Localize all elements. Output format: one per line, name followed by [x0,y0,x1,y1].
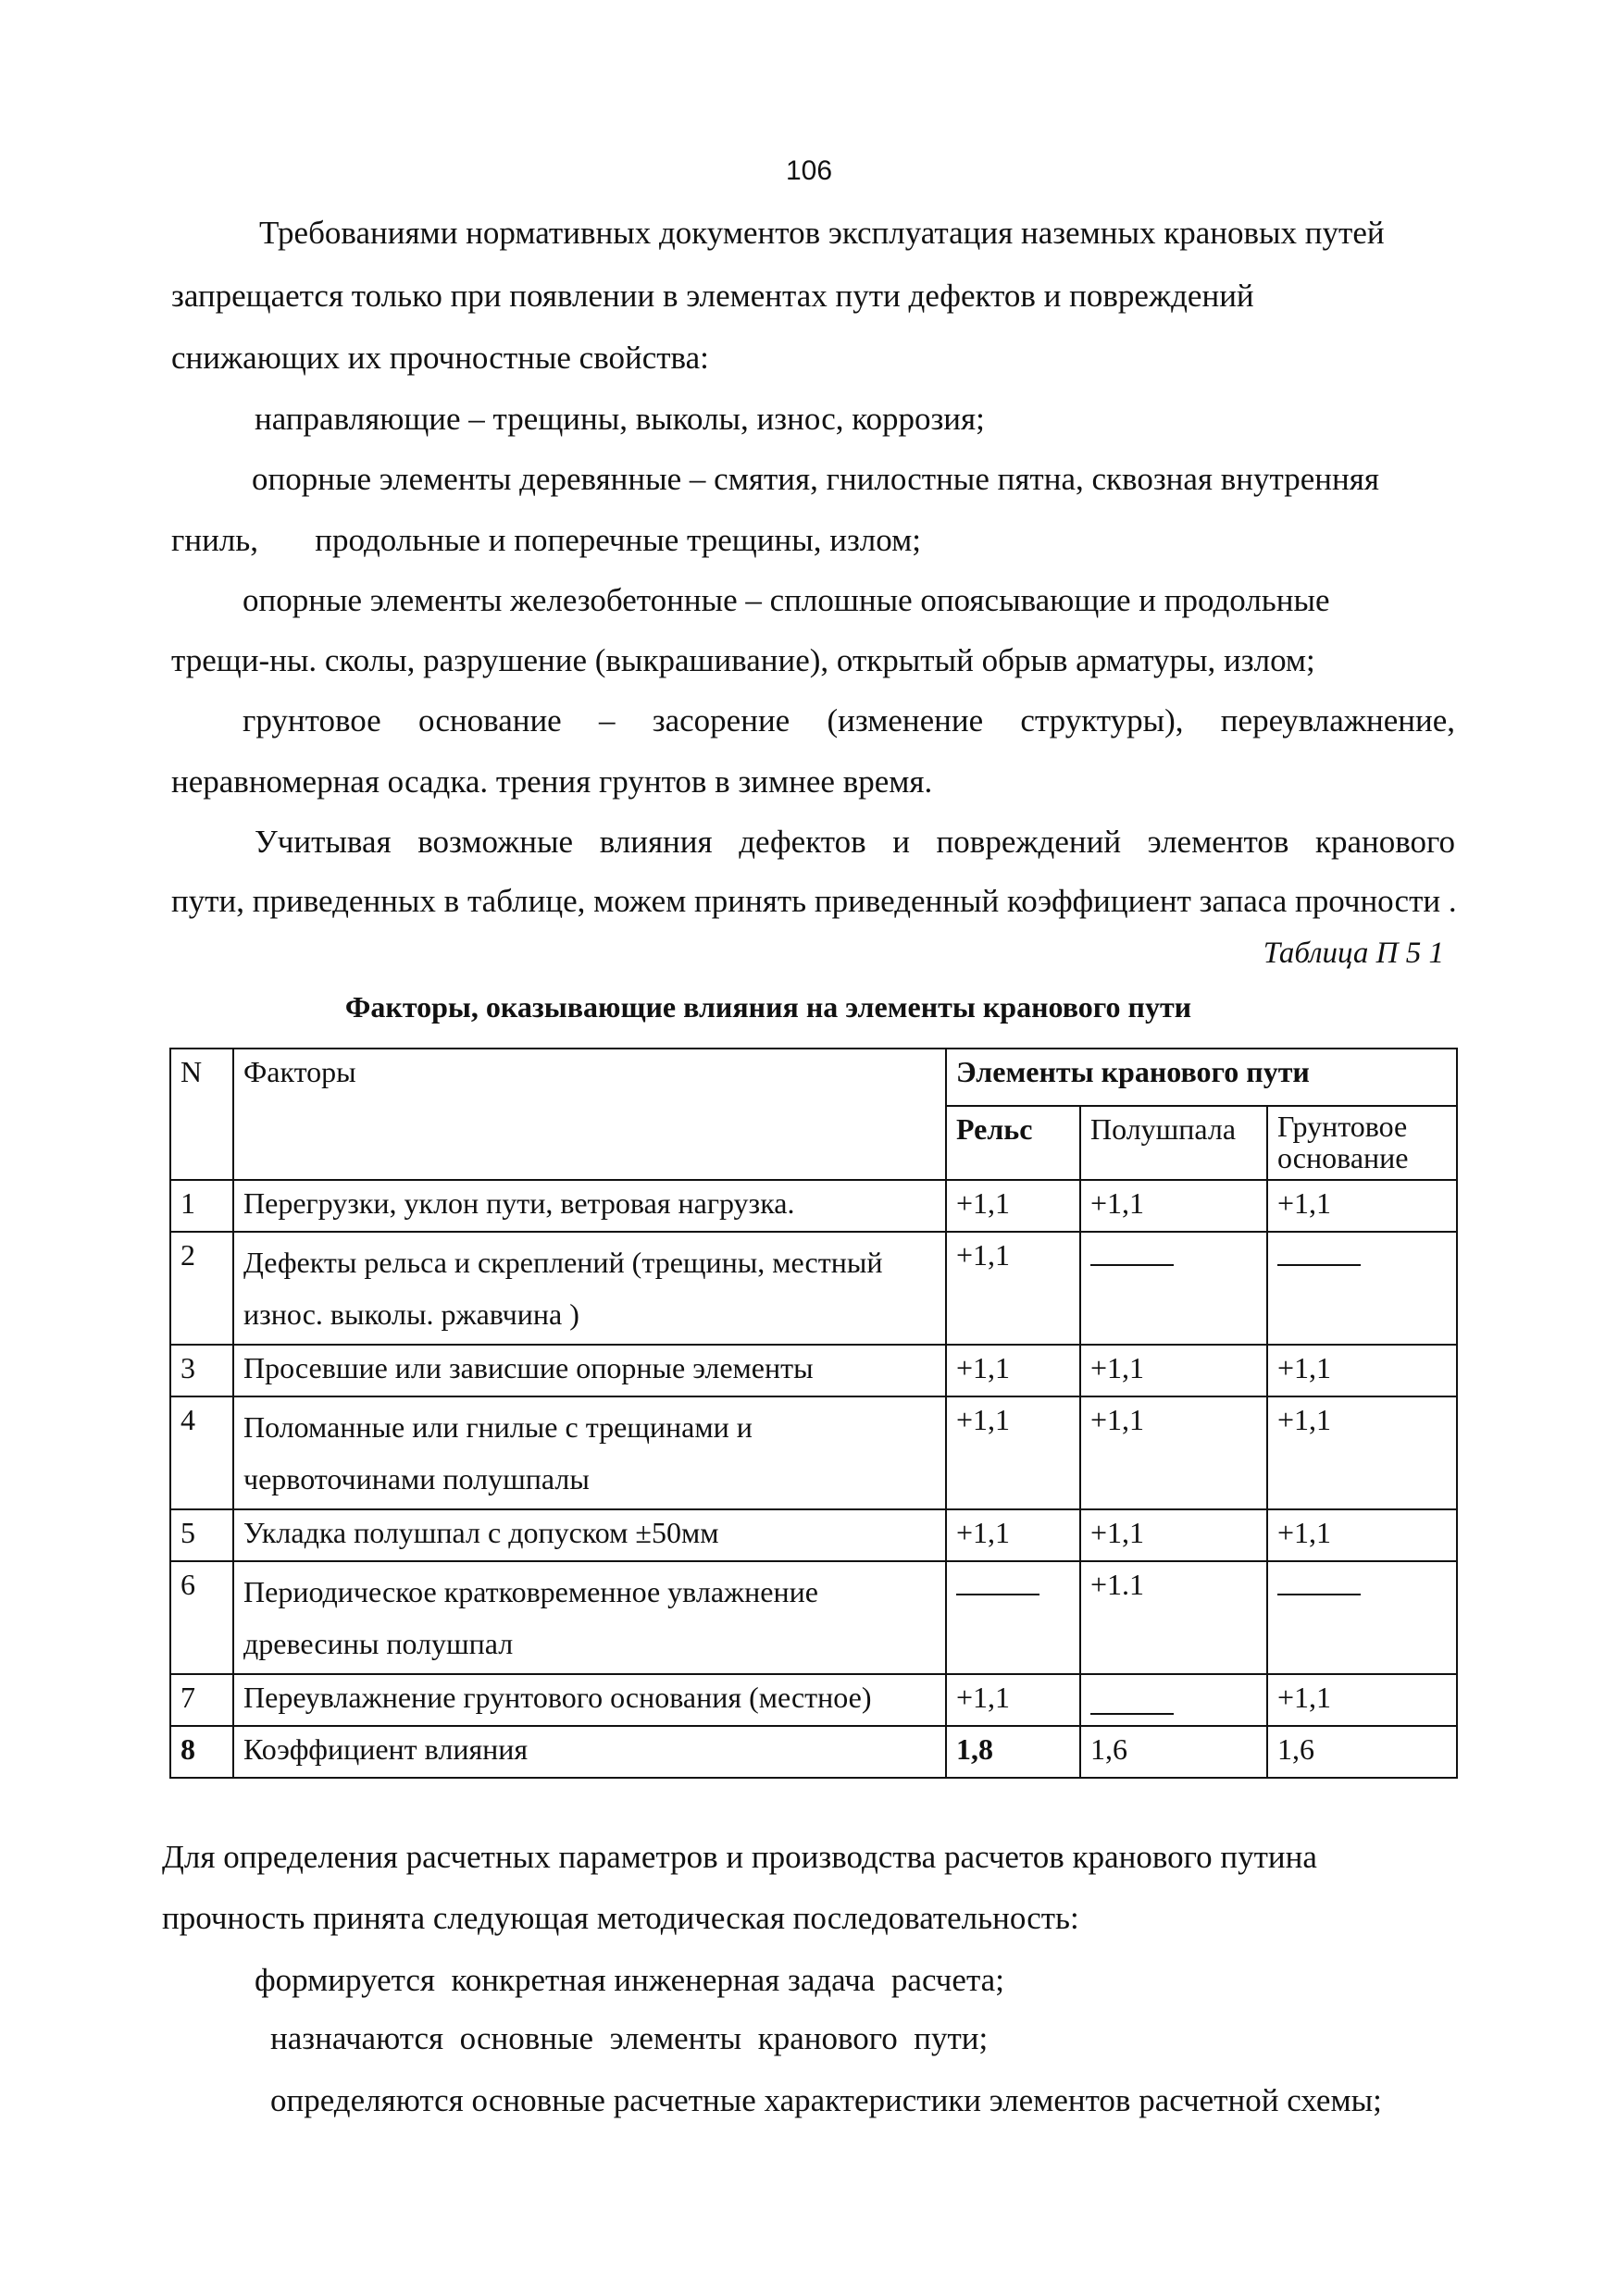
paragraph-conclusion-line-1: Учитывая возможные влияния дефектов и повреждений элементов кранового [255,824,1455,860]
row-factor [233,1561,946,1674]
ground-coefficient: +1,1 [1267,1509,1457,1561]
table-row [170,1180,1457,1232]
row-number: 6 [170,1561,233,1674]
row-factor-line-1: Поломанные или гнилые с трещинами и [243,1410,753,1444]
table-row [170,1232,1457,1345]
rail-coefficient: +1,1 [946,1509,1080,1561]
header-ground-base [1267,1106,1457,1180]
header-half-sleeper: Полушпала [1080,1106,1267,1180]
header-factors: Факторы [233,1049,946,1180]
ground-coefficient: 1,6 [1267,1726,1457,1778]
paragraph-wooden-line-1: опорные элементы деревянные – смятия, гнилостные пятна, сквозная внутренняя [252,461,1379,497]
rail-coefficient: +1,1 [946,1232,1080,1345]
half-sleeper-coefficient: +1,1 [1080,1180,1267,1232]
row-factor-line-2: червоточинами полушпалы [243,1462,590,1496]
paragraph-concrete-line-1: опорные элементы железобетонные – сплошные опоясывающие и продольные [243,582,1330,618]
header-ground-base-line-2: основание [1277,1141,1409,1174]
ground-coefficient: +1,1 [1267,1180,1457,1232]
table-row [170,1726,1457,1778]
row-factor: Переувлажнение грунтового основания (местное) [233,1674,946,1726]
dash-mark [1090,1713,1174,1715]
table-caption: Таблица П 5 1 [1263,937,1444,970]
half-sleeper-coefficient: +1,1 [1080,1345,1267,1396]
paragraph-ground-line-1: грунтовое основание – засорение (изменение структуры), переувлажнение, [243,702,1455,738]
rail-coefficient: +1,1 [946,1345,1080,1396]
rail-coefficient: 1,8 [946,1726,1080,1778]
row-factor: Перегрузки, уклон пути, ветровая нагрузка. [233,1180,946,1232]
row-factor: Коэффициент влияния [233,1726,946,1778]
dash-mark [1277,1264,1361,1266]
row-factor-line-1: Дефекты рельса и скреплений (трещины, местный [243,1246,883,1279]
half-sleeper-coefficient: +1.1 [1080,1561,1267,1674]
paragraph-guides: направляющие – трещины, выколы, износ, коррозия; [255,401,985,437]
paragraph-ground-line-2: неравномерная осадка. трения грунтов в зимнее время. [171,763,933,800]
method-step-1: формируется конкретная инженерная задача расчета; [255,1962,1004,1998]
header-n: N [170,1049,233,1180]
half-sleeper-coefficient [1080,1232,1267,1345]
row-number: 8 [170,1726,233,1778]
method-paragraph-line-1: Для определения расчетных параметров и производства расчетов кранового путина [162,1839,1317,1875]
row-factor-line-2: износ. выколы. ржавчина ) [243,1297,579,1331]
method-step-3: определяются основные расчетные характеристики элементов расчетной схемы; [270,2082,1382,2118]
half-sleeper-coefficient: 1,6 [1080,1726,1267,1778]
paragraph-wooden-line-2: гниль, продольные и поперечные трещины, излом; [171,522,921,558]
paragraph-1-line-2: запрещается только при появлении в элементах пути дефектов и повреждений [171,278,1254,314]
header-ground-base-line-1: Грунтовое [1277,1110,1408,1143]
method-paragraph-line-2: прочность принята следующая методическая последовательность: [162,1900,1079,1936]
row-number: 1 [170,1180,233,1232]
half-sleeper-coefficient [1080,1674,1267,1726]
row-factor: Просевшие или зависшие опорные элементы [233,1345,946,1396]
paragraph-conclusion-line-2: пути, приведенных в таблице, можем принять приведенный коэффициент запаса прочности . [171,883,1457,919]
half-sleeper-coefficient: +1,1 [1080,1396,1267,1509]
factors-table [169,1048,1458,1779]
ground-coefficient: +1,1 [1267,1396,1457,1509]
dash-mark [956,1594,1039,1595]
row-factor: Укладка полушпал с допуском ±50мм [233,1509,946,1561]
method-step-2: назначаются основные элементы кранового пути; [270,2020,989,2056]
table-row [170,1396,1457,1509]
table-row [170,1561,1457,1674]
table-title: Факторы, оказывающие влияния на элементы кранового пути [344,990,1192,1024]
header-crane-track-elements: Элементы кранового пути [946,1049,1457,1106]
row-number: 5 [170,1509,233,1561]
paragraph-concrete-line-2: трещи-ны. сколы, разрушение (выкрашивание), открытый обрыв арматуры, излом; [171,642,1315,678]
row-number: 2 [170,1232,233,1345]
row-number: 4 [170,1396,233,1509]
dash-mark [1090,1264,1174,1266]
paragraph-1-line-3: снижающих их прочностные свойства: [171,340,709,376]
rail-coefficient: +1,1 [946,1180,1080,1232]
row-number: 3 [170,1345,233,1396]
table-row [170,1509,1457,1561]
row-factor [233,1396,946,1509]
row-factor-line-2: древесины полушпал [243,1627,514,1660]
half-sleeper-coefficient: +1,1 [1080,1509,1267,1561]
table-row [170,1674,1457,1726]
page-number: 106 [785,155,833,186]
rail-coefficient: +1,1 [946,1396,1080,1509]
ground-coefficient [1267,1561,1457,1674]
ground-coefficient: +1,1 [1267,1674,1457,1726]
header-rail: Рельс [946,1106,1080,1180]
ground-coefficient [1267,1232,1457,1345]
table-row [170,1345,1457,1396]
row-factor [233,1232,946,1345]
dash-mark [1277,1594,1361,1595]
paragraph-1-line-1: Требованиями нормативных документов эксплуатация наземных крановых путей [259,215,1385,251]
ground-coefficient: +1,1 [1267,1345,1457,1396]
rail-coefficient: +1,1 [946,1674,1080,1726]
row-factor-line-1: Периодическое кратковременное увлажнение [243,1575,818,1608]
row-number: 7 [170,1674,233,1726]
rail-coefficient [946,1561,1080,1674]
